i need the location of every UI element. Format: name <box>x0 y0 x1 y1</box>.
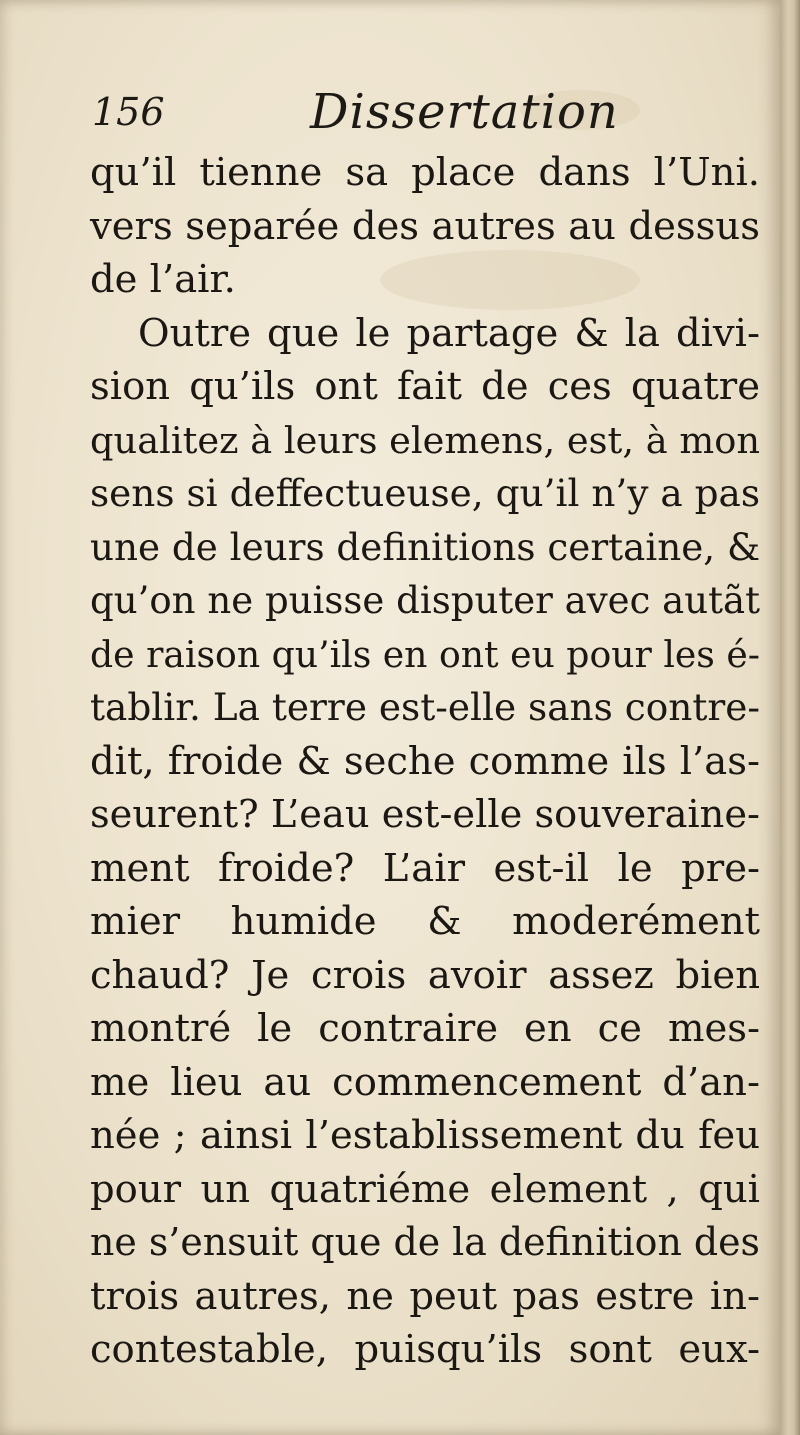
text-line: tablir. La terre est-elle sans contre- <box>90 685 761 729</box>
text-line: qualitez à leurs elemens, est, à mon <box>90 418 760 462</box>
text-line: me lieu au commencement d’an- <box>90 1059 760 1105</box>
page-number: 156 <box>92 90 165 134</box>
text-line: ment froide? L’air est-il le pre- <box>90 845 760 891</box>
text-line: seurent? L’eau est-elle souveraine- <box>90 792 760 837</box>
text-line: vers separée des autres au dessus <box>90 203 760 249</box>
text-line: de l’air. <box>90 257 236 302</box>
text-line: dit, froide & seche comme ils l’as- <box>90 738 760 784</box>
text-line: née ; ainsi l’establissement du feu <box>90 1113 760 1158</box>
text-line: ne s’ensuit que de la definition des <box>90 1220 760 1264</box>
text-line: sens si deffectueuse, qu’il n’y a pas <box>90 471 760 515</box>
text-line: mier humide & moderément <box>90 899 760 944</box>
page-fore-edge <box>780 0 800 1435</box>
text-line: une de leurs definitions certaine, & <box>90 524 761 569</box>
text-line: pour un quatriéme element , qui <box>90 1166 760 1212</box>
text-line: sion qu’ils ont fait de ces quatre <box>90 364 760 409</box>
text-line: contestable, puisqu’ils sont eux- <box>90 1327 760 1372</box>
body-text <box>90 146 760 1377</box>
text-line: de raison qu’ils en ont eu pour les é- <box>90 632 760 676</box>
text-line: trois autres, ne peut pas estre in- <box>90 1273 760 1319</box>
text-line: Outre que le partage & la divi- <box>138 310 760 356</box>
text-line: montré le contraire en ce mes- <box>90 1006 760 1051</box>
text-line: chaud? Je crois avoir assez bien <box>90 952 760 998</box>
running-title: Dissertation <box>310 84 619 140</box>
page-header <box>92 84 692 144</box>
text-line: qu’il tienne sa place dans l’Uni. <box>90 150 760 195</box>
text-line: qu’on ne puisse disputer avec autãt <box>90 579 760 622</box>
